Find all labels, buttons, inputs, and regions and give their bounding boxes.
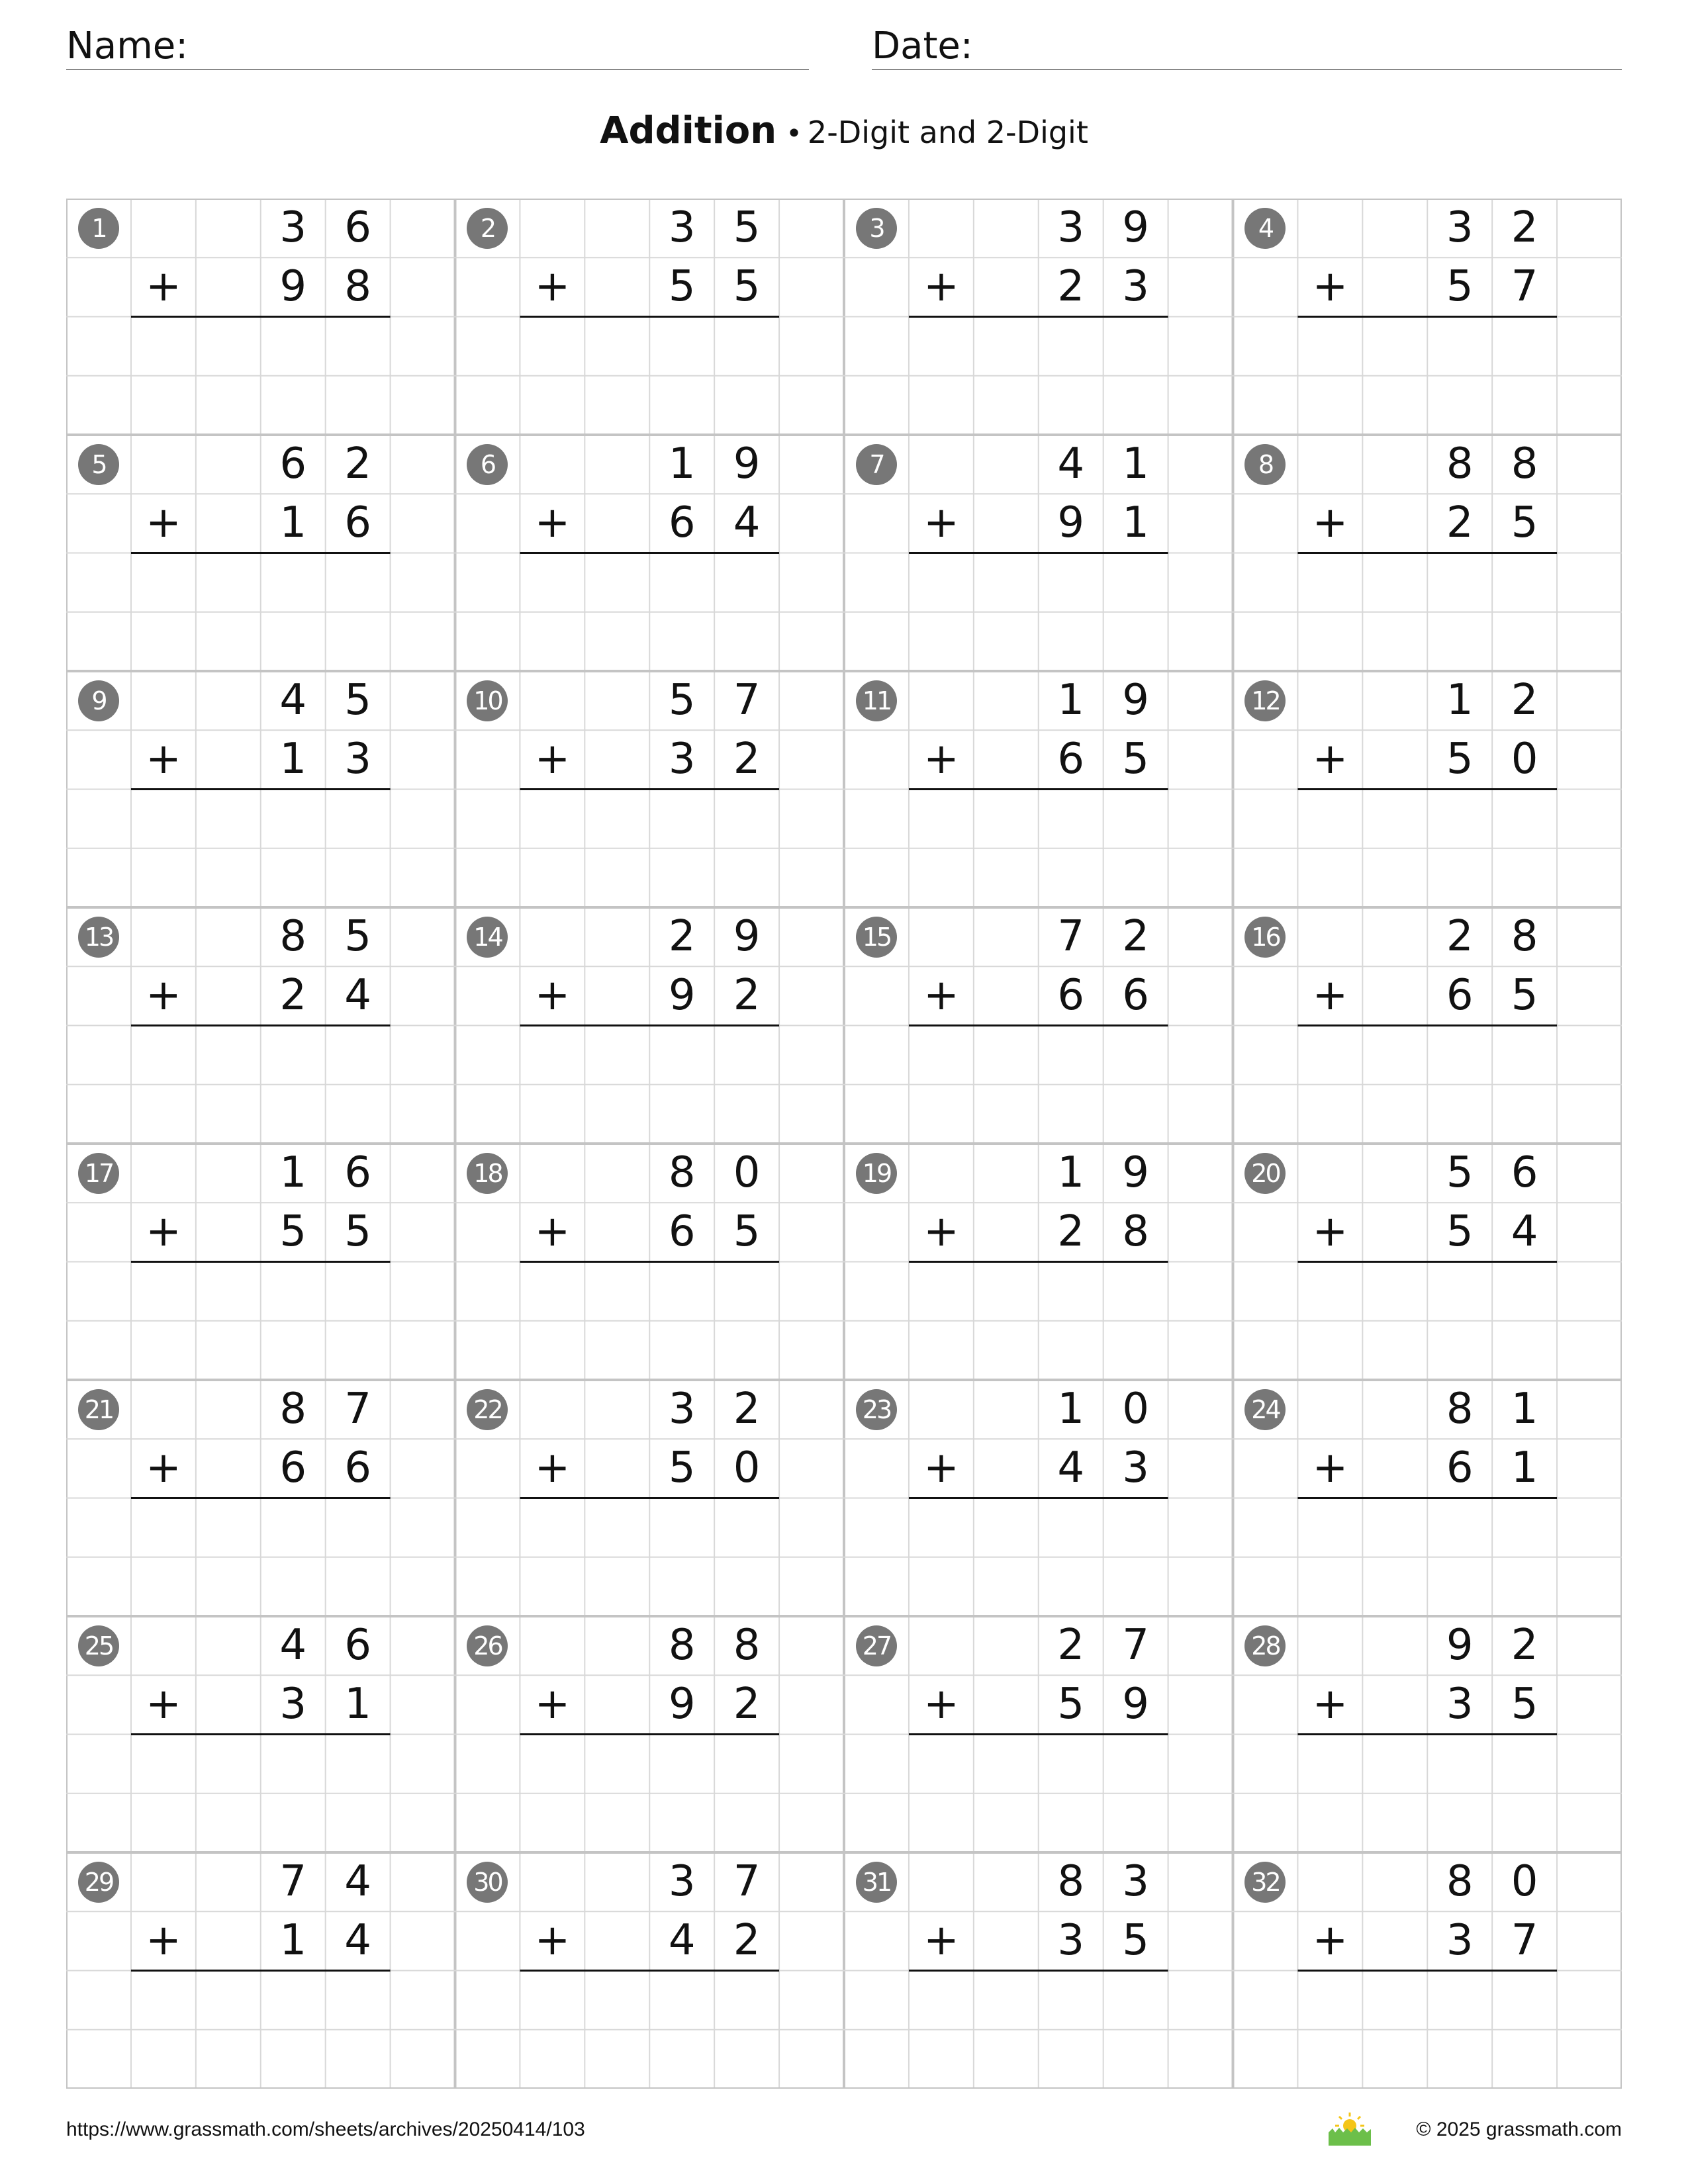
plus-sign: + <box>534 498 571 548</box>
addend-1-ones: 0 <box>1511 1857 1538 1906</box>
addend-1-ones: 6 <box>344 1621 372 1670</box>
addend-2-ones: 0 <box>1511 735 1538 784</box>
plus-sign: + <box>923 1680 959 1729</box>
addend-1-tens: 5 <box>1446 1148 1474 1197</box>
addend-1-tens: 2 <box>1446 912 1474 961</box>
addend-2-ones: 2 <box>733 735 761 784</box>
addend-2-tens: 3 <box>668 735 696 784</box>
worksheet-title <box>0 105 1688 166</box>
addend-2-ones: 5 <box>1122 735 1150 784</box>
addend-1-ones: 7 <box>733 1857 761 1906</box>
addend-2-tens: 9 <box>668 971 696 1021</box>
plus-sign: + <box>1312 262 1348 312</box>
addend-2-tens: 4 <box>1057 1443 1085 1493</box>
addend-2-tens: 2 <box>1446 498 1474 548</box>
plus-sign: + <box>146 498 181 548</box>
plus-sign: + <box>1312 1680 1348 1729</box>
addend-2-ones: 1 <box>344 1680 372 1729</box>
addend-1-ones: 0 <box>1122 1385 1150 1433</box>
plus-sign: + <box>146 262 181 312</box>
addend-1-tens: 3 <box>1446 203 1474 252</box>
addend-1-tens: 8 <box>1446 439 1474 488</box>
plus-sign: + <box>146 1916 181 1966</box>
addend-2-ones: 4 <box>344 971 372 1021</box>
problem-number-badge: 5 <box>78 444 119 485</box>
addend-1-tens: 1 <box>668 439 696 488</box>
addend-1-tens: 8 <box>1057 1857 1085 1906</box>
plus-sign: + <box>1312 1443 1348 1493</box>
addend-2-ones: 6 <box>344 498 372 548</box>
title-main: Addition <box>600 109 777 152</box>
addend-1-ones: 7 <box>344 1385 372 1433</box>
addend-2-ones: 7 <box>1511 262 1538 312</box>
addend-1-tens: 1 <box>1446 676 1474 725</box>
addend-2-ones: 8 <box>1122 1207 1150 1257</box>
addend-1-tens: 6 <box>279 439 307 488</box>
addend-1-ones: 2 <box>1511 1621 1538 1670</box>
problem-number-badge: 10 <box>467 680 508 721</box>
addend-1-tens: 3 <box>668 203 696 252</box>
addend-2-tens: 3 <box>1446 1680 1474 1729</box>
addend-2-tens: 3 <box>279 1680 307 1729</box>
problem-number-badge: 26 <box>467 1625 508 1666</box>
problem-number-badge: 27 <box>856 1625 897 1666</box>
addend-2-tens: 5 <box>1446 1207 1474 1257</box>
addend-1-tens: 7 <box>279 1857 307 1906</box>
addend-2-ones: 4 <box>1511 1207 1538 1257</box>
plus-sign: + <box>923 498 959 548</box>
addend-1-ones: 2 <box>1511 203 1538 252</box>
addend-2-ones: 2 <box>733 971 761 1021</box>
plus-sign: + <box>146 971 181 1021</box>
addend-2-tens: 5 <box>1057 1680 1085 1729</box>
plus-sign: + <box>146 1207 181 1257</box>
addend-1-ones: 9 <box>733 912 761 961</box>
addend-2-ones: 1 <box>1511 1443 1538 1493</box>
plus-sign: + <box>534 1207 571 1257</box>
problem-number-badge: 15 <box>856 917 897 958</box>
plus-sign: + <box>146 1443 181 1493</box>
problem-number-badge: 11 <box>856 680 897 721</box>
addend-2-ones: 5 <box>344 1207 372 1257</box>
addend-2-ones: 5 <box>1122 1916 1150 1966</box>
addend-2-ones: 3 <box>344 735 372 784</box>
addend-2-tens: 3 <box>1446 1916 1474 1966</box>
addend-2-tens: 6 <box>668 498 696 548</box>
plus-sign: + <box>146 1680 181 1729</box>
problem-number-badge: 25 <box>78 1625 119 1666</box>
problem-number-badge: 17 <box>78 1153 119 1194</box>
addend-2-ones: 3 <box>1122 1443 1150 1493</box>
problem-number-badge: 4 <box>1244 208 1286 249</box>
addend-1-tens: 1 <box>279 1148 307 1197</box>
problem-number-badge: 16 <box>1244 917 1286 958</box>
addend-1-tens: 8 <box>1446 1385 1474 1433</box>
addend-1-tens: 2 <box>668 912 696 961</box>
plus-sign: + <box>146 735 181 784</box>
addend-2-tens: 6 <box>1057 971 1085 1021</box>
plus-sign: + <box>1312 1207 1348 1257</box>
problem-number-badge: 32 <box>1244 1862 1286 1903</box>
plus-sign: + <box>923 1207 959 1257</box>
addend-1-tens: 3 <box>668 1385 696 1433</box>
addend-1-ones: 8 <box>733 1621 761 1670</box>
addend-2-ones: 5 <box>733 1207 761 1257</box>
addend-1-tens: 1 <box>1057 1148 1085 1197</box>
problem-number-badge: 14 <box>467 917 508 958</box>
problem-number-badge: 31 <box>856 1862 897 1903</box>
addend-1-ones: 7 <box>733 676 761 725</box>
problem-number-badge: 18 <box>467 1153 508 1194</box>
problem-number-badge: 20 <box>1244 1153 1286 1194</box>
addend-1-ones: 2 <box>344 439 372 488</box>
addend-2-ones: 5 <box>1511 971 1538 1021</box>
addend-2-tens: 6 <box>1446 971 1474 1021</box>
addend-1-tens: 8 <box>668 1621 696 1670</box>
addend-2-ones: 0 <box>733 1443 761 1493</box>
addend-1-ones: 9 <box>1122 1148 1150 1197</box>
addend-1-ones: 3 <box>1122 1857 1150 1906</box>
problem-number-badge: 29 <box>78 1862 119 1903</box>
addend-1-tens: 4 <box>279 1621 307 1670</box>
problem-grid <box>66 199 1622 2089</box>
addend-2-ones: 8 <box>344 262 372 312</box>
problem-number-badge: 6 <box>467 444 508 485</box>
addend-2-tens: 1 <box>279 1916 307 1966</box>
problem-number-badge: 7 <box>856 444 897 485</box>
addend-1-tens: 8 <box>1446 1857 1474 1906</box>
addend-2-tens: 1 <box>279 735 307 784</box>
addend-2-ones: 9 <box>1122 1680 1150 1729</box>
addend-2-tens: 6 <box>668 1207 696 1257</box>
plus-sign: + <box>1312 1916 1348 1966</box>
addend-1-tens: 1 <box>1057 1385 1085 1433</box>
addend-2-tens: 9 <box>1057 498 1085 548</box>
problem-number-badge: 19 <box>856 1153 897 1194</box>
plus-sign: + <box>1312 971 1348 1021</box>
plus-sign: + <box>923 971 959 1021</box>
plus-sign: + <box>923 262 959 312</box>
addend-1-ones: 8 <box>1511 439 1538 488</box>
addend-2-ones: 2 <box>733 1916 761 1966</box>
problem-number-badge: 24 <box>1244 1389 1286 1430</box>
addend-2-ones: 4 <box>344 1916 372 1966</box>
addend-1-ones: 6 <box>344 1148 372 1197</box>
plus-sign: + <box>534 735 571 784</box>
problem-number-badge: 21 <box>78 1389 119 1430</box>
problem-number-badge: 23 <box>856 1389 897 1430</box>
footer-url: https://www.grassmath.com/sheets/archives/20250414/103 <box>66 2118 585 2140</box>
addend-1-ones: 1 <box>1511 1385 1538 1433</box>
plus-sign: + <box>1312 735 1348 784</box>
addend-1-ones: 9 <box>733 439 761 488</box>
addend-2-tens: 9 <box>279 262 307 312</box>
date-line[interactable] <box>872 69 1622 70</box>
addend-2-tens: 5 <box>1446 735 1474 784</box>
addend-2-tens: 5 <box>1446 262 1474 312</box>
addend-1-tens: 8 <box>279 1385 307 1433</box>
plus-sign: + <box>534 262 571 312</box>
addend-1-ones: 9 <box>1122 676 1150 725</box>
addend-2-ones: 5 <box>733 262 761 312</box>
addend-2-ones: 5 <box>1511 1680 1538 1729</box>
problem-number-badge: 30 <box>467 1862 508 1903</box>
addend-2-tens: 5 <box>668 1443 696 1493</box>
addend-2-ones: 7 <box>1511 1916 1538 1966</box>
addend-1-ones: 7 <box>1122 1621 1150 1670</box>
problem-number-badge: 3 <box>856 208 897 249</box>
plus-sign: + <box>534 1916 571 1966</box>
addend-1-ones: 6 <box>1511 1148 1538 1197</box>
problem-number-badge: 22 <box>467 1389 508 1430</box>
addend-1-ones: 5 <box>344 676 372 725</box>
addend-1-tens: 5 <box>668 676 696 725</box>
addend-1-ones: 1 <box>1122 439 1150 488</box>
addend-2-tens: 4 <box>668 1916 696 1966</box>
addend-2-ones: 4 <box>733 498 761 548</box>
addend-1-ones: 9 <box>1122 203 1150 252</box>
addend-2-tens: 2 <box>1057 262 1085 312</box>
addend-1-ones: 2 <box>733 1385 761 1433</box>
addend-1-tens: 3 <box>1057 203 1085 252</box>
addend-1-tens: 3 <box>668 1857 696 1906</box>
footer-copyright: © 2025 grassmath.com <box>1416 2118 1622 2140</box>
addend-1-tens: 3 <box>279 203 307 252</box>
date-label: Date: <box>872 24 973 68</box>
grass-sun-logo-icon <box>1326 2110 1374 2147</box>
name-label: Name: <box>66 24 189 68</box>
addend-1-tens: 4 <box>279 676 307 725</box>
addend-2-ones: 6 <box>1122 971 1150 1021</box>
plus-sign: + <box>1312 498 1348 548</box>
plus-sign: + <box>923 1916 959 1966</box>
plus-sign: + <box>534 1443 571 1493</box>
addend-1-ones: 6 <box>344 203 372 252</box>
problem-number-badge: 28 <box>1244 1625 1286 1666</box>
problem-number-badge: 2 <box>467 208 508 249</box>
plus-sign: + <box>923 735 959 784</box>
addend-2-ones: 5 <box>1511 498 1538 548</box>
addend-2-tens: 5 <box>279 1207 307 1257</box>
problem-number-badge: 8 <box>1244 444 1286 485</box>
addend-1-ones: 5 <box>733 203 761 252</box>
addend-1-ones: 0 <box>733 1148 761 1197</box>
addend-1-ones: 8 <box>1511 912 1538 961</box>
plus-sign: + <box>534 971 571 1021</box>
addend-1-tens: 9 <box>1446 1621 1474 1670</box>
addend-1-tens: 4 <box>1057 439 1085 488</box>
problem-number-badge: 1 <box>78 208 119 249</box>
title-subtitle: 2-Digit and 2-Digit <box>807 114 1088 150</box>
addend-2-tens: 3 <box>1057 1916 1085 1966</box>
addend-1-tens: 1 <box>1057 676 1085 725</box>
addend-2-tens: 6 <box>1446 1443 1474 1493</box>
addend-2-ones: 2 <box>733 1680 761 1729</box>
problem-number-badge: 9 <box>78 680 119 721</box>
problem-number-badge: 12 <box>1244 680 1286 721</box>
addend-2-tens: 2 <box>1057 1207 1085 1257</box>
title-separator: • <box>786 117 802 150</box>
addend-1-tens: 8 <box>279 912 307 961</box>
addend-1-tens: 2 <box>1057 1621 1085 1670</box>
addend-2-ones: 1 <box>1122 498 1150 548</box>
problem-number-badge: 13 <box>78 917 119 958</box>
plus-sign: + <box>534 1680 571 1729</box>
addend-1-tens: 8 <box>668 1148 696 1197</box>
addend-2-tens: 2 <box>279 971 307 1021</box>
addend-2-tens: 1 <box>279 498 307 548</box>
addend-1-ones: 2 <box>1511 676 1538 725</box>
plus-sign: + <box>923 1443 959 1493</box>
addend-1-ones: 4 <box>344 1857 372 1906</box>
name-line[interactable] <box>66 69 809 70</box>
addend-1-tens: 7 <box>1057 912 1085 961</box>
addend-2-tens: 5 <box>668 262 696 312</box>
addend-1-ones: 5 <box>344 912 372 961</box>
addend-2-tens: 6 <box>279 1443 307 1493</box>
addend-1-ones: 2 <box>1122 912 1150 961</box>
addend-2-ones: 6 <box>344 1443 372 1493</box>
addend-2-tens: 6 <box>1057 735 1085 784</box>
addend-2-ones: 3 <box>1122 262 1150 312</box>
addend-2-tens: 9 <box>668 1680 696 1729</box>
